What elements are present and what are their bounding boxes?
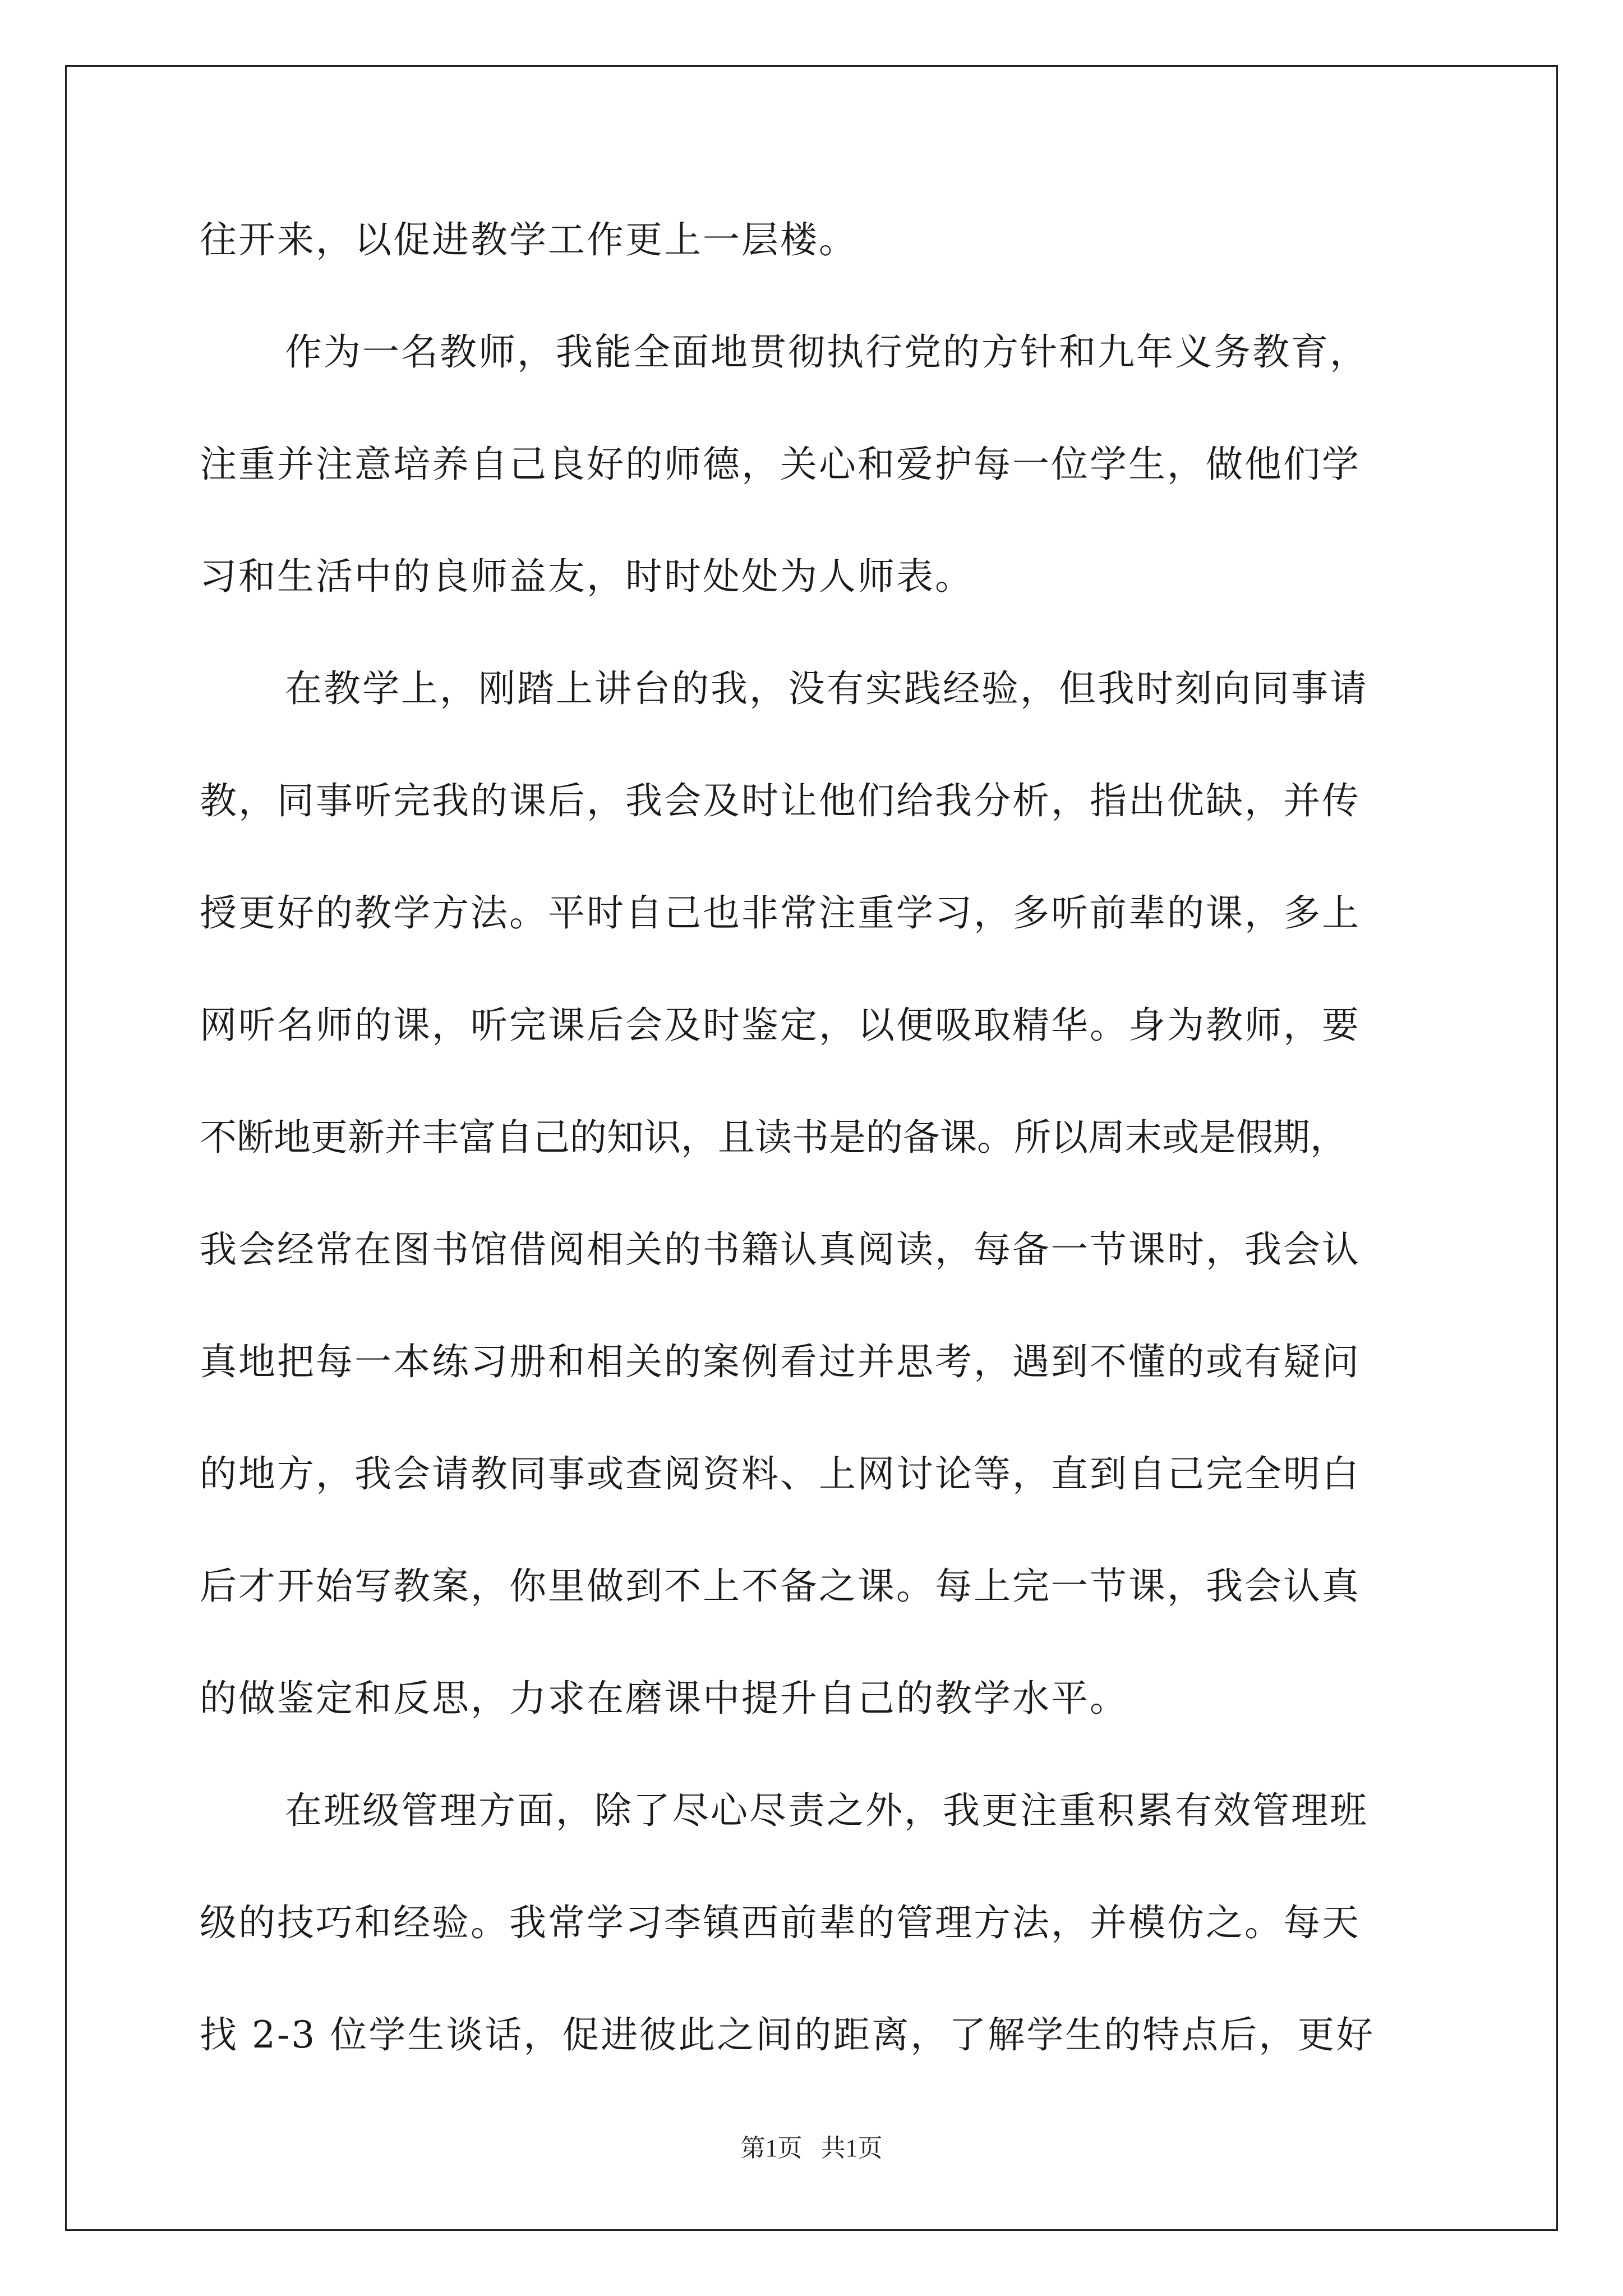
text-line: 的地方，我会请教同事或查阅资料、上网讨论等，直到自己完全明白 (200, 1452, 1361, 1496)
paragraph-first-line: 作为一名教师，我能全面地贯彻执行党的方针和九年义务教育， (285, 330, 1368, 374)
text-line: 往开来，以促进教学工作更上一层楼。 (200, 218, 857, 261)
paragraph-first-line: 在教学上，刚踏上讲台的我，没有实践经验，但我时刻向同事请 (285, 667, 1368, 710)
text-line: 注重并注意培养自己良好的师德，关心和爱护每一位学生，做他们学 (200, 443, 1361, 486)
text-line: 授更好的教学方法。平时自己也非常注重学习，多听前辈的课，多上 (200, 891, 1361, 935)
paragraph-first-line: 在班级管理方面，除了尽心尽责之外，我更注重积累有效管理班 (285, 1789, 1368, 1832)
text-line: 习和生活中的良师益友，时时处处为人师表。 (200, 555, 974, 598)
text-line: 级的技巧和经验。我常学习李镇西前辈的管理方法，并模仿之。每天 (200, 1901, 1361, 1944)
text-line: 找 2-3 位学生谈话，促进彼此之间的距离，了解学生的特点后，更好 (200, 2013, 1375, 2056)
text-line: 教，同事听完我的课后，我会及时让他们给我分析，指出优缺，并传 (200, 779, 1361, 822)
page-footer: 第1页 共1页 (740, 2134, 883, 2162)
text-line: 网听名师的课，听完课后会及时鉴定，以便吸取精华。身为教师，要 (200, 1004, 1361, 1047)
text-line: 的做鉴定和反思，力求在磨课中提升自己的教学水平。 (200, 1677, 1128, 1720)
text-line: 不断地更新并丰富自己的知识，且读书是的备课。所以周末或是假期， (200, 1116, 1347, 1159)
text-line: 我会经常在图书馆借阅相关的书籍认真阅读，每备一节课时，我会认 (200, 1228, 1361, 1271)
text-line: 后才开始写教案，你里做到不上不备之课。每上完一节课，我会认真 (200, 1565, 1361, 1608)
text-line: 真地把每一本练习册和相关的案例看过并思考，遇到不懂的或有疑问 (200, 1340, 1361, 1383)
